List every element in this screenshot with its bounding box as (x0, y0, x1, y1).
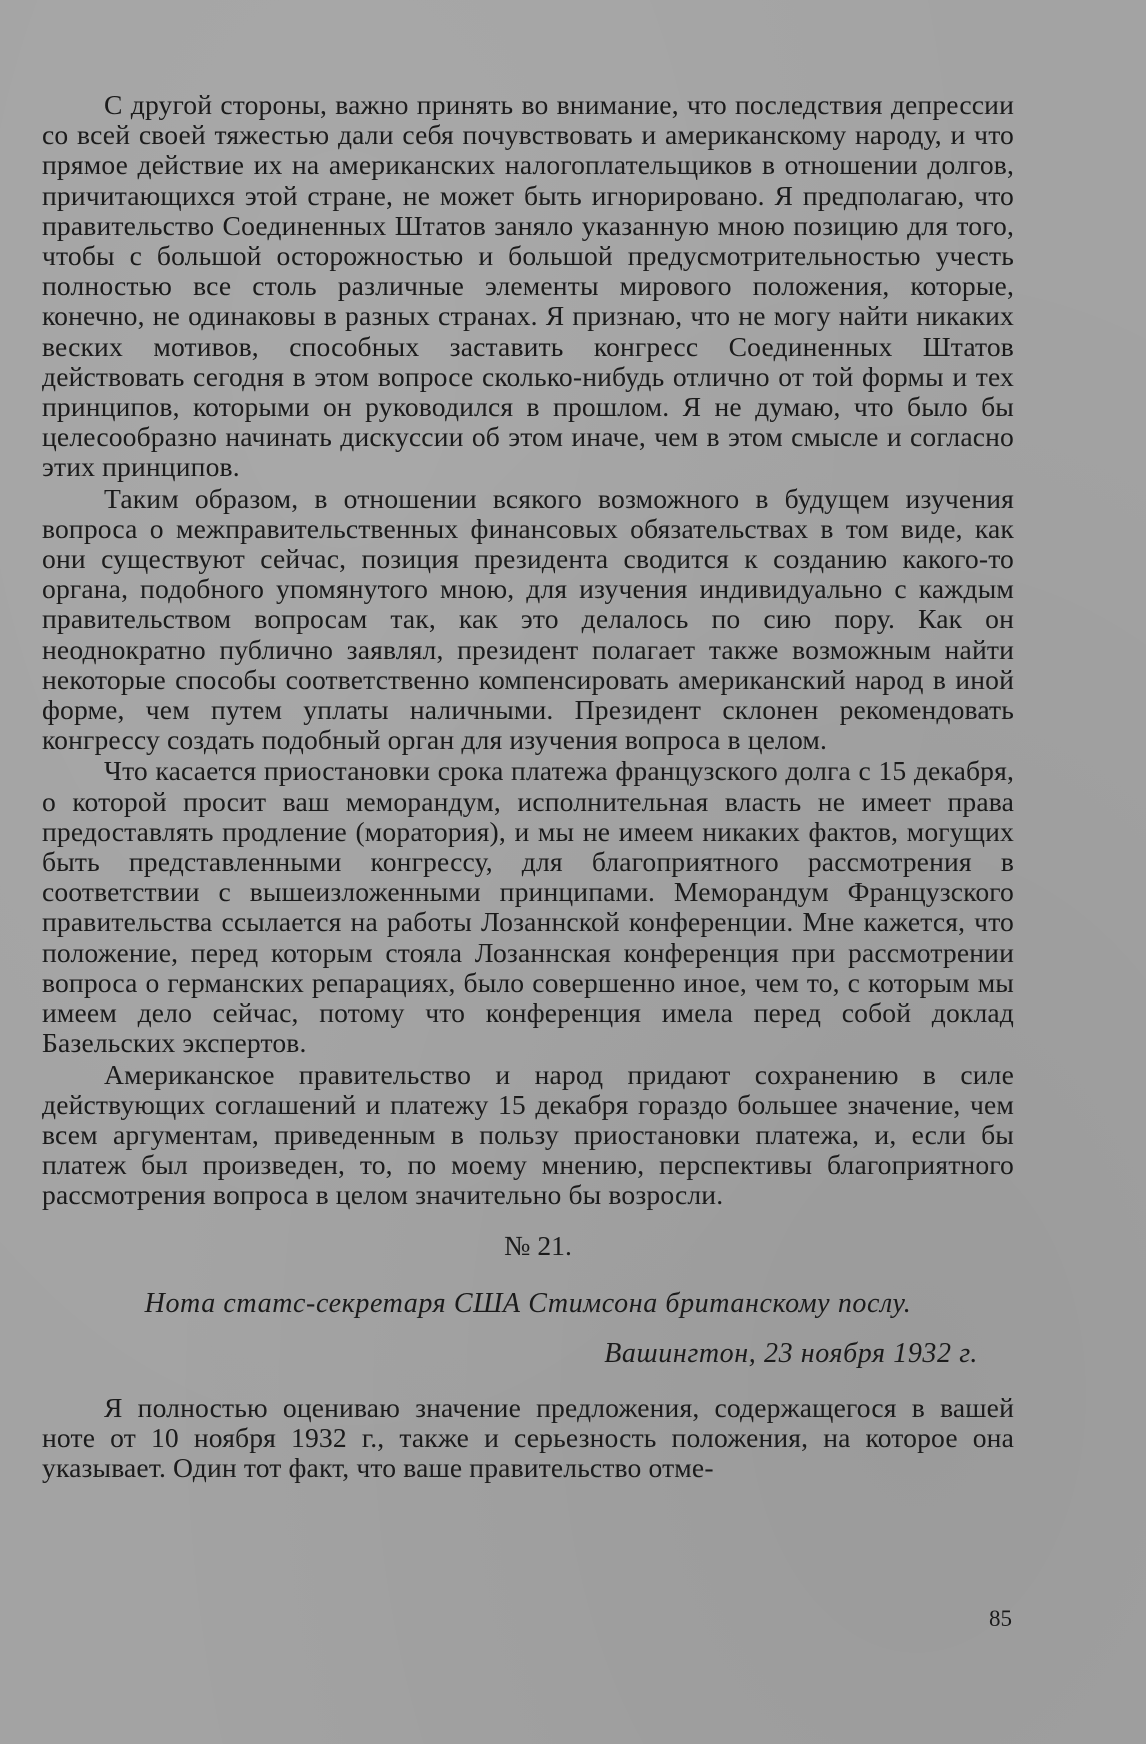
document-place-date: Вашингтон, 23 ноября 1932 г. (604, 1337, 978, 1369)
paragraph-depression-effects: С другой стороны, важно принять во внимание, что последствия депрессии со всей своей тяжестью дали себя почувствовать и американскому народу, и что прямое действие их на американских налогоплательщиков в отношении долгов, причитающихся этой стране, не может быть игнорировано. Я предполагаю, что правительство Соединенных Штатов заняло указанную мною позицию для того, чтобы с большой осторожностью и большой предусмотрительностью учесть полностью все столь различные элементы мирового положения, которые, конечно, не одинаковы в разных странах. Я признаю, что не могу найти никаких веских мотивов, способных заставить конгресс Соединенных Штатов действовать сегодня в этом вопросе сколько-нибудь отлично от той формы и тех принципов, которыми он руководился в прошлом. Я не думаю, что было бы целесообразно начинать дискуссии об этом иначе, чем в этом смысле и согласно этих принципов. (42, 89, 1014, 483)
paragraph-payment-suspension: Что касается приостановки срока платежа французского долга с 15 декабря, о которой просит ваш меморандум, исполнительная власть не имеет права предоставлять продление (моратория), и мы не имеем никаких фактов, могущих быть представленными конгрессу, для благоприятного рассмотрения в соответствии с вышеизложенными принципами. Меморандум Французского правительства ссылается на работы Лозаннской конференции. Мне кажется, что положение, перед которым стояла Лозаннская конференция при рассмотрении вопроса о германских репарациях, было совершенно иное, чем то, с которым мы имеем дело сейчас, потому что конференция имела перед собой доклад Базельских экспертов. (42, 755, 1014, 1059)
document-number: № 21. (504, 1229, 572, 1261)
document-title: Нота статс-секретаря США Стимсона британскому послу. (144, 1287, 912, 1319)
page-number: 85 (989, 1606, 1012, 1631)
paragraph-american-government: Американское правительство и народ придают сохранению в силе действующих соглашений и платежу 15 декабря гораздо большее значение, чем всем аргументам, приведенным в пользу приостановки платежа, и, если бы платеж был произведен, то, по моему мнению, перспективы благоприятного рассмотрения вопроса в целом значительно бы возросли. (42, 1058, 1014, 1211)
paragraph-note-opening: Я полностью оцениваю значение предложения, содержащегося в вашей ноте от 10 ноября 1932 г., также и серьезность положения, на которое она указывает. Один тот факт, что ваше правительство отме- (42, 1391, 1014, 1483)
paragraph-president-position: Таким образом, в отношении всякого возможного в будущем изучения вопроса о межправительственных финансовых обязательствах в том виде, как они существуют сейчас, позиция президента сводится к созданию какого-то органа, подобного упомянутого мною, для изучения индивидуально с каждым правительством вопросам так, как это делалось по сию пору. Как он неоднократно публично заявлял, президент полагает также возможным найти некоторые способы соответственно компенсировать американский народ в иной форме, чем путем уплаты наличными. Президент склонен рекомендовать конгрессу создать подобный орган для изучения вопроса в целом. (42, 482, 1014, 756)
page-body (42, 90, 1014, 1483)
